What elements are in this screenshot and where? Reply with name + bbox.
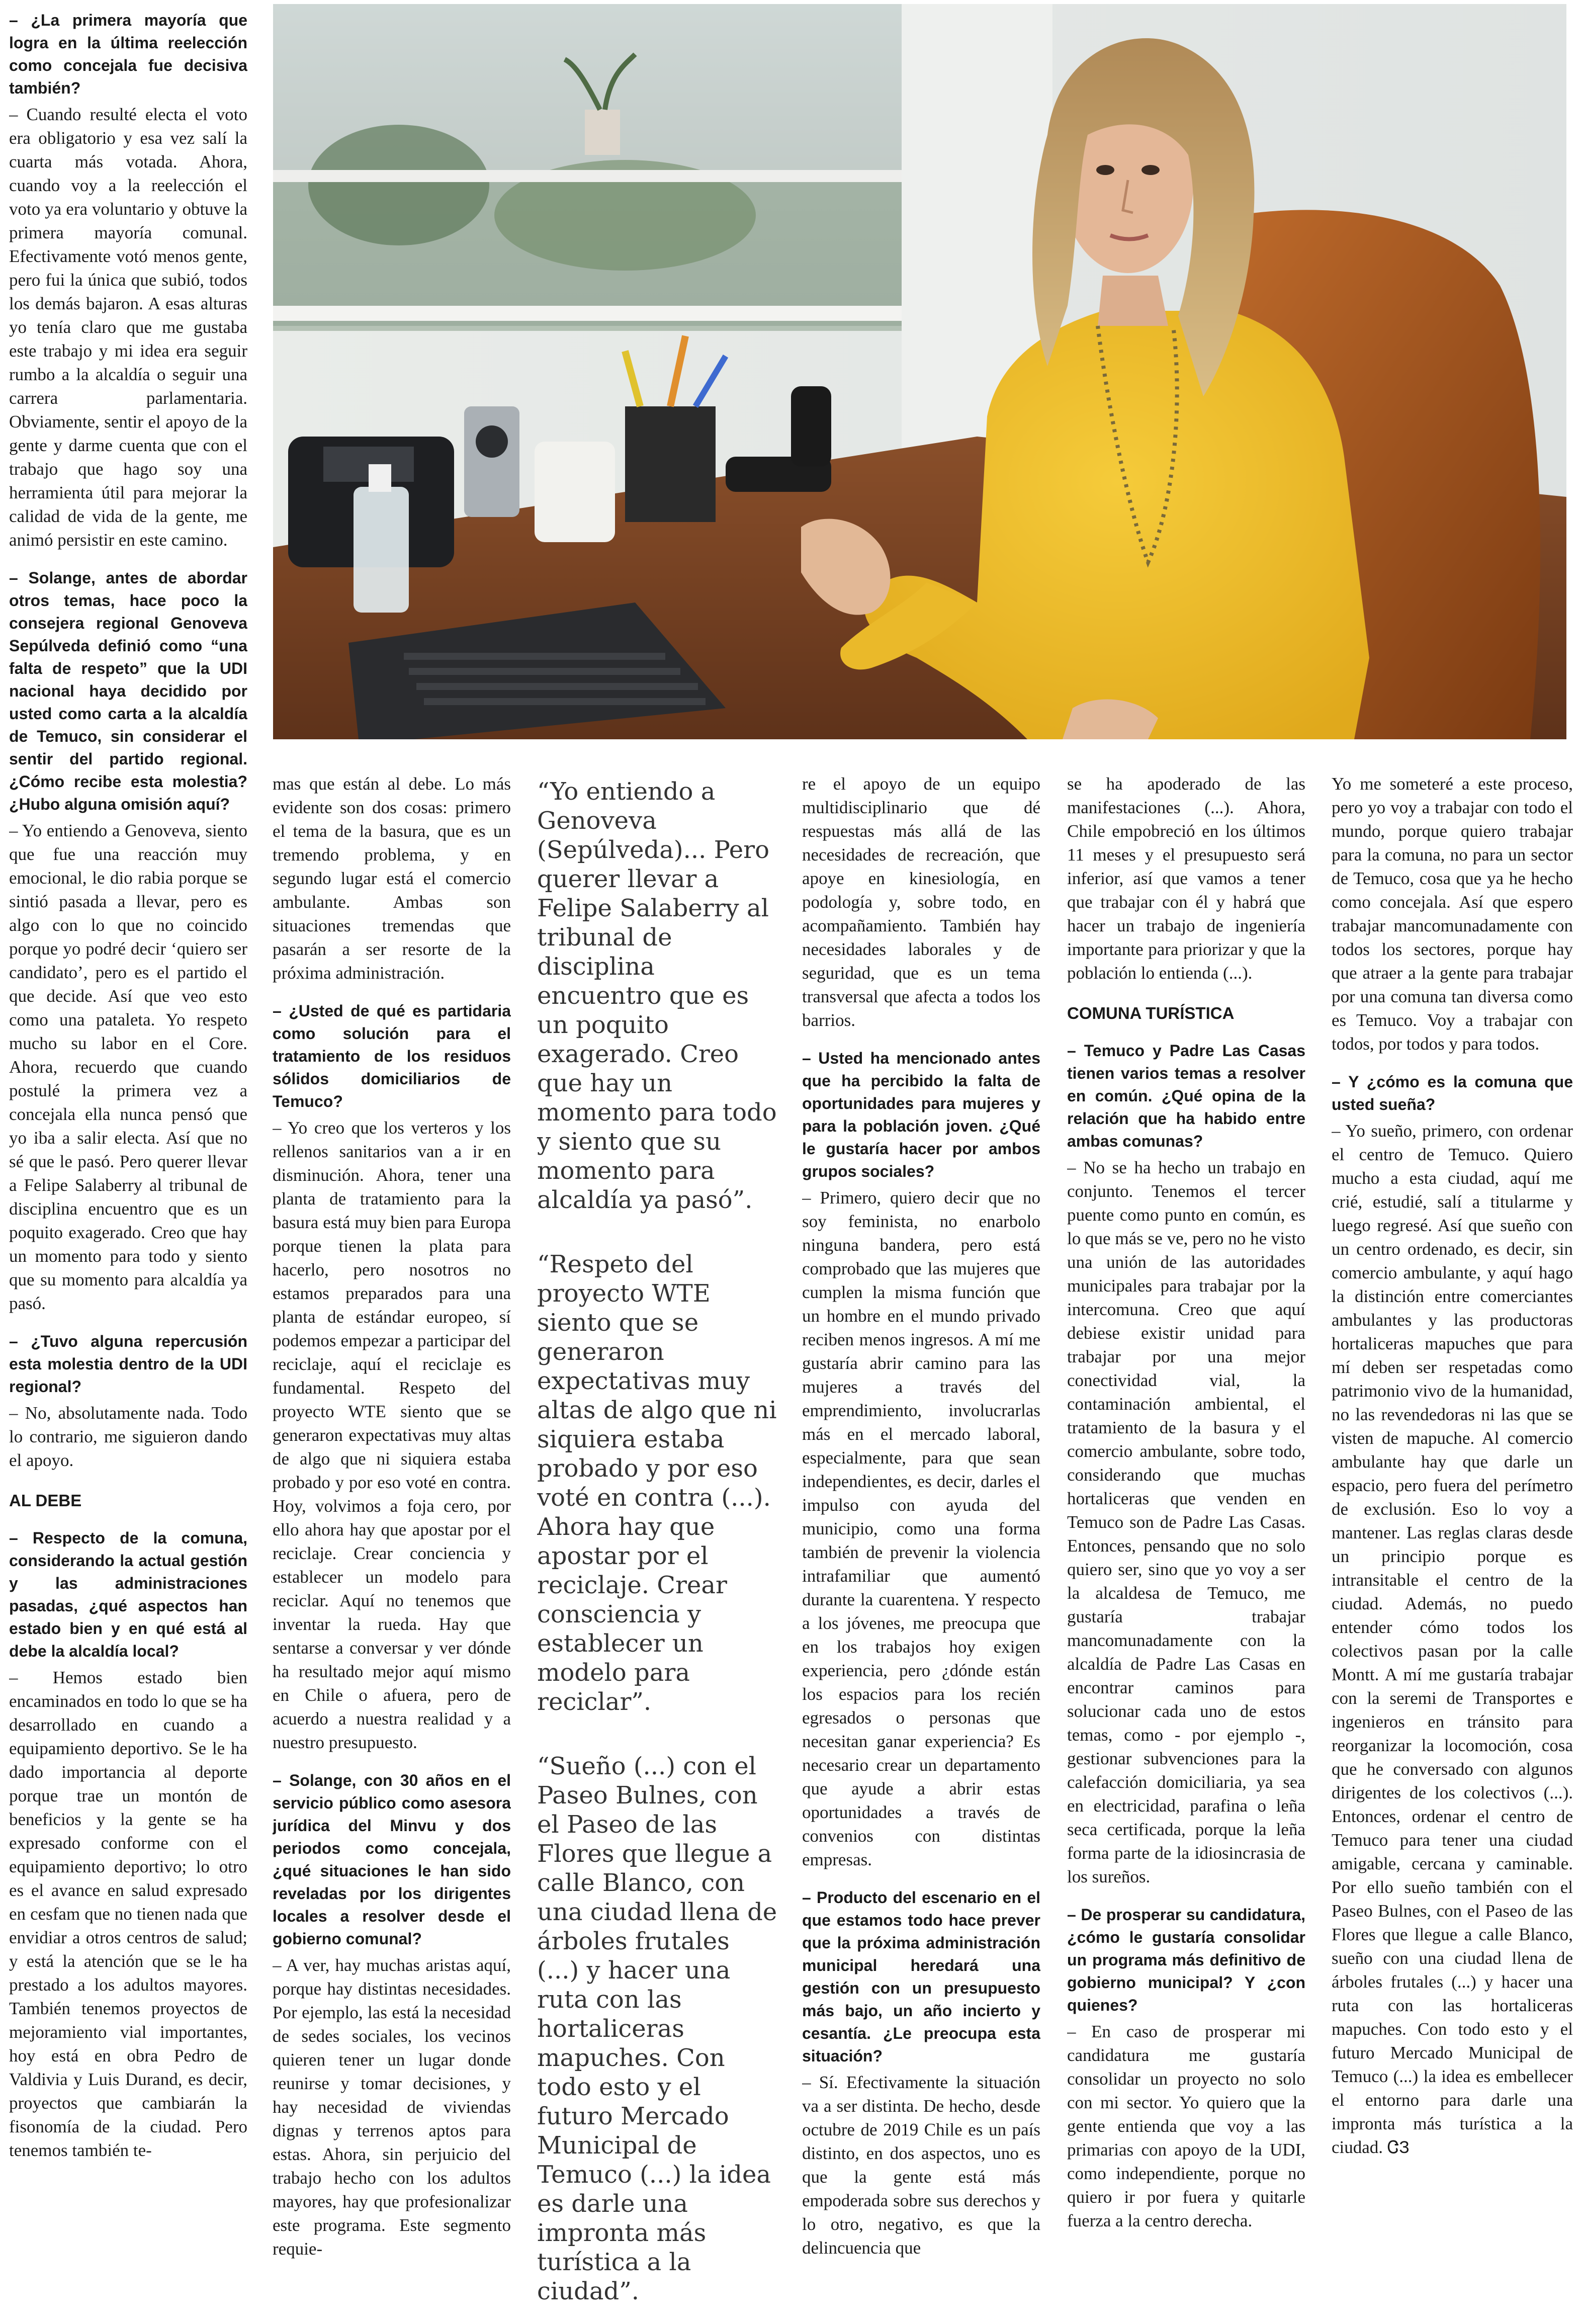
question-paragraph: – Solange, antes de abordar otros temas, hace poco la consejera regional Genoveva Sepúlveda definió como “una falta de respeto” que la UDI nacional haya decidido por usted como carta a la alcaldía de Temuco, sin considerar el sentir del partido regional. ¿Cómo recibe esta molestia? ¿Hubo alguna omisión aquí?: [9, 569, 247, 813]
answer-paragraph: – Hemos estado bien encaminados en todo lo que se ha desarrollado en cuando a equipamiento deportivo. Se le ha dado importancia al deporte porque trae un montón de beneficios y la gente se ha expresado conforme con el equipamiento deportivo; lo otro es el avance en salud expresado en cesfam que no tienen nada que envidiar a otros centros de salud; y está la atención que se le ha prestado a los adultos mayores. También tenemos proyectos de mejoramiento vial importantes, hoy está en obra Pedro de Valdivia y Luis Durand, es decir, proyectos que cambiarán la fisonomía de la ciudad. Pero tenemos también te-: [9, 1668, 247, 2160]
answer-paragraph: – Yo creo que los verteros y los rellenos sanitarios van a ir en disminución. Ahora, tener una planta de tratamiento para la basura está muy bien para Europa porque tienen la plata para hacerlo, pero nosotros no estamos preparados para una planta de estándar europeo, sí podemos empezar a participar del reciclaje, aquí el reciclaje es fundamental. Respeto del proyecto WTE siento que se generaron expectativas muy altas de algo que ni siquiera estaba probado y por eso voté en contra. Hoy, volvimos a foja cero, por ello ahora hay que apostar por el reciclaje. Crear conciencia y establecer un modelo para reciclar. Aquí no tenemos que inventar la rueda. Hay que sentarse a conversar y ver dónde ha resultado mejor aquí mismo en Chile o afuera, pero de acuerdo a nuestra realidad y a nuestro presupuesto.: [273, 1118, 511, 1752]
section-heading: AL DEBE: [9, 1491, 82, 1510]
answer-paragraph: se ha apoderado de las manifestaciones (...). Ahora, Chile empobreció en los últimos 11 meses y el presupuesto será inferior, así que vamos a tener que trabajar con él y habrá que hacer un trabajo de ingeniería importante para priorizar y que la población lo entienda (...).: [1067, 774, 1305, 983]
pull-quote: “Yo entiendo a Genoveva (Sepúlveda)... Pero querer llevar a Felipe Salaberry al tribunal de disciplina encuentro que es un poquito exagerado. Creo que hay un momento para todo y siento que su momento para alcaldía ya pasó”.: [537, 778, 777, 1214]
answer-paragraph: – No, absolutamente nada. Todo lo contrario, me siguieron dando el apoyo.: [9, 1403, 247, 1470]
question-paragraph: – Producto del escenario en el que estamos todo hace prever que la próxima administración municipal heredará una gestión con un presupuesto más bajo, un año incierto y cesantía. ¿Le preocupa esta situación?: [802, 1888, 1040, 2065]
end-of-article-mark: ᏣЗ: [1387, 2138, 1410, 2157]
pull-quote: “Respeto del proyecto WTE siento que se generaron expectativas muy altas de algo que ni siquiera estaba probado y por eso voté en contra (...). Ahora hay que apostar por el reciclaje. Crear consciencia y establecer un modelo para reciclar”.: [537, 1250, 777, 1716]
question-paragraph: – Solange, con 30 años en el servicio público como asesora jurídica del Minvu y dos periodos como concejala, ¿qué situaciones le han sido reveladas por los dirigentes locales a resolver desde el gobierno comunal?: [273, 1771, 511, 1948]
answer-paragraph: – En caso de prosperar mi candidatura me gustaría consolidar un proyecto no solo con mi sector. Yo quiero que la gente entienda que voy a las primarias con apoyo de la UDI, como independiente, porque no quiero ir por fuera y quitarle fuerza a la centro derecha.: [1067, 2022, 1305, 2230]
question-paragraph: – Respecto de la comuna, considerando la actual gestión y las administraciones pasadas, ¿qué aspectos han estado bien y en qué está al debe la alcaldía local?: [9, 1529, 247, 1660]
article-column-1: [9, 9, 247, 2317]
answer-paragraph: – A ver, hay muchas aristas aquí, porque hay distintas necesidades. Por ejemplo, las está la necesidad de sedes sociales, los vecinos quieren tener un lugar donde reunirse y tomar decisiones, y hay necesidad de viviendas dignas y terrenos aptos para estas. Ahora, sin perjuicio del trabajo hecho con los adultos mayores, hay que profesionalizar este programa. Este segmento requie-: [273, 1955, 511, 2259]
pull-quotes: [537, 777, 778, 2316]
answer-paragraph: – Sí. Efectivamente la situación va a ser distinta. De hecho, desde octubre de 2019 Chile es un país distinto, en dos aspectos, uno es que la gente está más empoderada sobre sus derechos y lo otro, negativo, es que la delincuencia que: [802, 2073, 1040, 2258]
article-column-6: [1332, 772, 1573, 2318]
question-paragraph: – ¿Usted de qué es partidaria como solución para el tratamiento de los residuos sólidos domiciliarios de Temuco?: [273, 1002, 511, 1110]
answer-paragraph: Yo me someteré a este proceso, pero yo voy a trabajar con todo el mundo, porque quiero trabajar para la comuna, no para un sector de Temuco, cosa que ya he hecho como concejala. Así que espero trabajar mancomunadamente con todos los sectores, porque hay que atraer a la gente para trabajar por una comuna tan diversa como es Temuco. Voy a trabajar con todos, por todos y para todos.: [1332, 774, 1573, 1054]
question-paragraph: – Usted ha mencionado antes que ha percibido la falta de oportunidades para mujeres y para la población joven. ¿Qué le gustaría hacer por ambos grupos sociales?: [802, 1049, 1040, 1180]
question-paragraph: – Y ¿cómo es la comuna que usted sueña?: [1332, 1073, 1573, 1113]
pull-quote: “Sueño (...) con el Paseo Bulnes, con el Paseo de las Flores que llegue a calle Blanco, con una ciudad llena de árboles frutales (...) y hacer una ruta con las hortaliceras mapuches. Con todo esto y el futuro Mercado Municipal de Temuco (...) la idea es darle una impronta más turística a la ciudad”.: [537, 1752, 777, 2305]
answer-paragraph: – Yo sueño, primero, con ordenar el centro de Temuco. Quiero mucho a esta ciudad, aquí me crié, estudié, salí a titularme y luego regresé. Así que sueño con un centro ordenado, es decir, sin comercio ambulante, y aquí hago la distinción entre comerciantes ambulantes y las productoras hortaliceras mapuches que para mí deben ser respetadas como patrimonio vivo de la humanidad, no las revendedoras ni las que se visten de mapuche. Al comercio ambulante hay que darle un espacio, pero fuera del perímetro de exclusión. Eso lo voy a mantener. Las reglas claras desde un principio porque es intransitable el centro de la ciudad. Además, no puedo entender cómo todos los colectivos pasan por la calle Montt. A mí me gustaría trabajar con la seremi de Transportes e ingenieros en tránsito para reorganizar la locomoción, cosa que he conversado con algunos dirigentes de los colectivos (...). Entonces, ordenar el centro de Temuco para tener una ciudad amigable, cercana y caminable. Por ello sueño también con el Paseo Bulnes, con el Paseo de las Flores que llegue a calle Blanco, sueño con una ciudad llena de árboles frutales (...) y hacer una ruta con las hortaliceras mapuches. Con todo esto y el futuro Mercado Municipal de Temuco (...) la idea es embellecer el entorno para darle una impronta más turística a la ciudad. ᏣЗ: [1332, 1121, 1573, 2157]
answer-paragraph: – No se ha hecho un trabajo en conjunto. Tenemos el tercer puente como punto en común, es lo que más se ve, pero no he visto una unión de las autoridades municipales para trabajar por la intercomuna. Creo que aquí debiese existir unidad para trabajar por una mejor conectividad vial, la contaminación ambiental, el tratamiento de la basura y el comercio ambulante, sobre todo, considerando que muchas hortaliceras que venden en Temuco son de Padre Las Casas. Entonces, pensando que no solo quiero ser, sino que yo voy a ser la alcaldesa de Temuco, me gustaría trabajar mancomunadamente con la alcaldía de Padre Las Casas en encontrar caminos para solucionar cada uno de estos temas, como - por ejemplo -, gestionar subvenciones para la calefacción domiciliaria, ya sea en electricidad, parafina o leña seca certificada, porque la leña forma parte de la idiosincrasia de los sureños.: [1067, 1158, 1305, 1886]
article-column-5: [1067, 772, 1305, 2318]
answer-paragraph: mas que están al debe. Lo más evidente son dos cosas: primero el tema de la basura, que es un tremendo problema, y en segundo lugar está el comercio ambulante. Ambas son situaciones tremendas que pasarán a ser resorte de la próxima administración.: [273, 774, 511, 983]
answer-paragraph: – Cuando resulté electa el voto era obligatorio y esa vez salí la cuarta más votada. Ahora, cuando voy a la reelección el voto ya era voluntario y obtuve la primera mayoría comunal. Efectivamente votó menos gente, pero fui la única que subió, todos los demás bajaron. A esas alturas yo tenía claro que me gustaba este trabajo y mi idea era seguir rumbo a la alcaldía o seguir una carrera parlamentaria. Obviamente, sentir el apoyo de la gente y darme cuenta que con el trabajo que hago soy una herramienta útil para mejorar la calidad de vida de la gente, me animó persistir en este camino.: [9, 105, 247, 550]
question-paragraph: – De prosperar su candidatura, ¿cómo le gustaría consolidar un programa más definitivo de gobierno municipal? Y ¿con quienes?: [1067, 1906, 1305, 2014]
question-paragraph: – ¿Tuvo alguna repercusión esta molestia dentro de la UDI regional?: [9, 1332, 247, 1396]
answer-paragraph: – Primero, quiero decir que no soy feminista, no enarbolo ninguna bandera, pero está comprobado que las mujeres que cumplen la misma función que un hombre en el mundo privado reciben menos ingresos. A mí me gustaría abrir camino para las mujeres a través del emprendimiento, involucrarlas más en el mercado laboral, especialmente, para que sean independientes, es decir, darles el impulso con ayuda del municipio, como una forma también de prevenir la violencia intrafamiliar que aumentó durante la cuarentena. Y respecto a los jóvenes, me preocupa que en los trabajos hoy exigen experiencia, pero ¿dónde están los espacios para los recién egresados o personas que necesitan ganar experiencia? Es necesario crear un departamento que ayude a abrir estas oportunidades a través de convenios con distintas empresas.: [802, 1188, 1040, 1869]
article-column-4: [802, 772, 1040, 2318]
question-paragraph: – Temuco y Padre Las Casas tienen varios temas a resolver en común. ¿Qué opina de la relación que ha habido entre ambas comunas?: [1067, 1042, 1305, 1150]
answer-paragraph: re el apoyo de un equipo multidisciplinario que dé respuestas más allá de las necesidades de recreación, que apoye en kinesiología, en podología y, sobre todo, en acompañamiento. También hay necesidades laborales y de seguridad, que es un tema transversal que afecta a todos los barrios.: [802, 774, 1040, 1030]
question-paragraph: – ¿La primera mayoría que logra en la última reelección como concejala fue decisiva también?: [9, 11, 247, 97]
portrait-image: [273, 4, 1566, 739]
answer-paragraph: – Yo entiendo a Genoveva, siento que fue una reacción muy emocional, le dio rabia porque se sintió pasada a llevar, pero es algo con lo que no coincido porque yo podré decir ‘quiero ser candidato’, pero es el partido el que decide. Así que veo esto como una pataleta. Yo respeto mucho su labor en el Core. Ahora, recuerdo que cuando postulé la primera vez a concejala ella nunca pensó que yo iba a salir electa. Así que no sé que le pasó. Pero querer llevar a Felipe Salaberry al tribunal de disciplina encuentro que es un poquito exagerado. Creo que hay un momento para todo y siento que su momento para alcaldía ya pasó.: [9, 821, 247, 1313]
interview-photo: [273, 4, 1566, 739]
article-column-2: [273, 772, 511, 2318]
section-heading: COMUNA TURÍSTICA: [1067, 1004, 1235, 1022]
